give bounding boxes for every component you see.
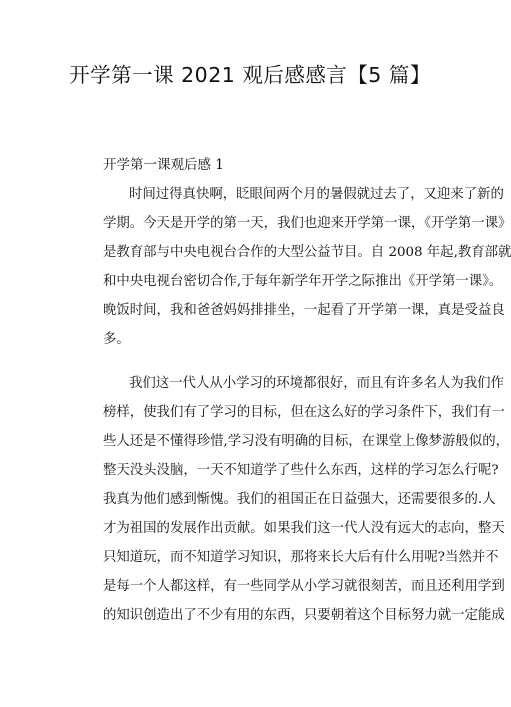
text-line: 时间过得真快啊，眨眼间两个月的暑假就过去了，又迎来了新的	[129, 187, 504, 202]
text-line: 榜样，使我们有了学习的目标，但在这么好的学习条件下，我们有一	[103, 405, 505, 420]
text-line: 我们这一代人从小学习的环境都很好，而且有许多名人为我们作	[129, 376, 504, 391]
text-line: 学期。今天是开学的第一天，我们也迎来开学第一课，《开学第一课》	[103, 216, 511, 231]
text-line: 只知道玩，而不知道学习知识，那将来长大后有什么用呢?当然并不	[103, 550, 499, 565]
paragraph-1	[103, 180, 511, 354]
text-line: 是每一个人都这样，有一些同学从小学习就很刻苦，而且还利用学到	[103, 579, 505, 594]
text-line: 和中央电视台密切合作,于每年新学年开学之际推出《开学第一课》。	[103, 274, 503, 289]
text-line: 晚饭时间，我和爸爸妈妈排排坐，一起看了开学第一课，真是受益良	[103, 303, 505, 318]
text-line: 的知识创造出了不少有用的东西，只要朝着这个目标努力就一定能成	[103, 608, 505, 623]
text-line: 整天没头没脑，一天不知道学了些什么东西，这样的学习怎么行呢?	[103, 463, 499, 478]
document-body	[103, 151, 511, 645]
section-heading: 开学第一课观后感 1	[103, 157, 224, 173]
document-title: 开学第一课 2021 观后感感言【5 篇】	[69, 63, 431, 87]
text-line: 多。	[103, 332, 130, 347]
text-line: 些人还是不懂得珍惜,学习没有明确的目标，在课堂上像梦游般似的，	[103, 434, 509, 449]
paragraph-2	[103, 369, 509, 630]
text-line: 我真为他们感到惭愧。我们的祖国正在日益强大，还需要很多的.人	[103, 492, 496, 507]
text-line: 是教育部与中央电视台合作的大型公益节目。自 2008 年起,教育部就	[103, 245, 511, 260]
text-line: 才为祖国的发展作出贡献。如果我们这一代人没有远大的志向，整天	[103, 521, 505, 536]
